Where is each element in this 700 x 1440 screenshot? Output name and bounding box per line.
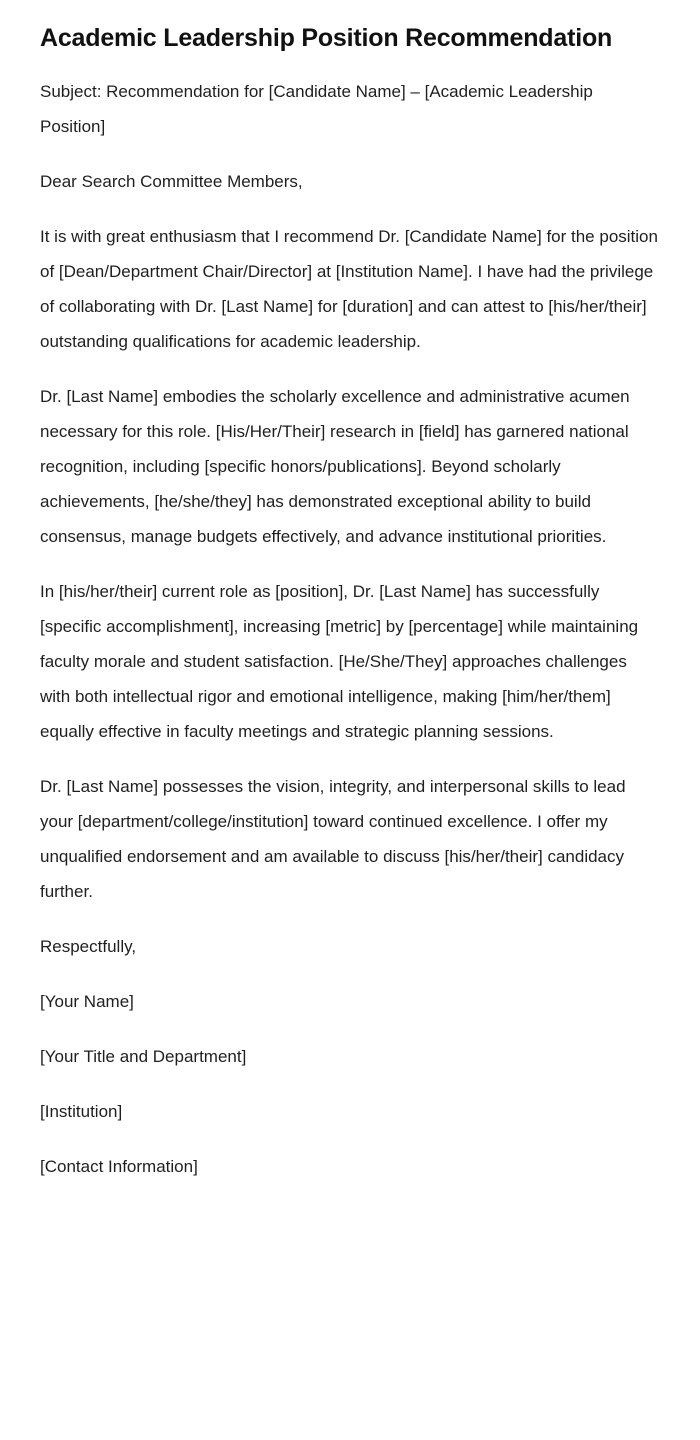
body-paragraph-4: Dr. [Last Name] possesses the vision, integrity, and interpersonal skills to lead your [department/college/institution] toward continued excellence. I offer my unqualified endorsement and am available to discuss [his/her/their] candidacy further. <box>40 777 626 901</box>
signature-contact-information: [Contact Information] <box>40 1157 198 1176</box>
signature-institution: [Institution] <box>40 1102 123 1121</box>
subject-line: Subject: Recommendation for [Candidate Name] – [Academic Leadership Position] <box>40 82 593 136</box>
body-paragraph-2: Dr. [Last Name] embodies the scholarly excellence and administrative acumen necessary for this role. [His/Her/Their] research in [field] has garnered national recognition, including [specific honors/publications]. Beyond scholarly achievements, [he/she/they] has demonstrated exceptional ability to build consensus, manage budgets effectively, and advance institutional priorities. <box>40 387 630 546</box>
body-paragraph-3: In [his/her/their] current role as [position], Dr. [Last Name] has successfully [specific accomplishment], increasing [metric] by [percentage] while maintaining faculty morale and student satisfaction. [He/She/They] approaches challenges with both intellectual rigor and emotional intelligence, making [him/her/them] equally effective in faculty meetings and strategic planning sessions. <box>40 582 639 741</box>
signature-title-department: [Your Title and Department] <box>40 1047 247 1066</box>
closing-salutation: Respectfully, <box>40 937 137 956</box>
page-title: Academic Leadership Position Recommendation <box>40 24 613 52</box>
document-body <box>40 74 660 1184</box>
body-paragraph-1: It is with great enthusiasm that I recommend Dr. [Candidate Name] for the position of [Dean/Department Chair/Director] at [Institution Name]. I have had the privilege of collaborating with Dr. [Last Name] for [duration] and can attest to [his/her/their] outstanding qualifications for academic leadership. <box>40 227 658 351</box>
salutation: Dear Search Committee Members, <box>40 172 303 191</box>
signature-name: [Your Name] <box>40 992 134 1011</box>
